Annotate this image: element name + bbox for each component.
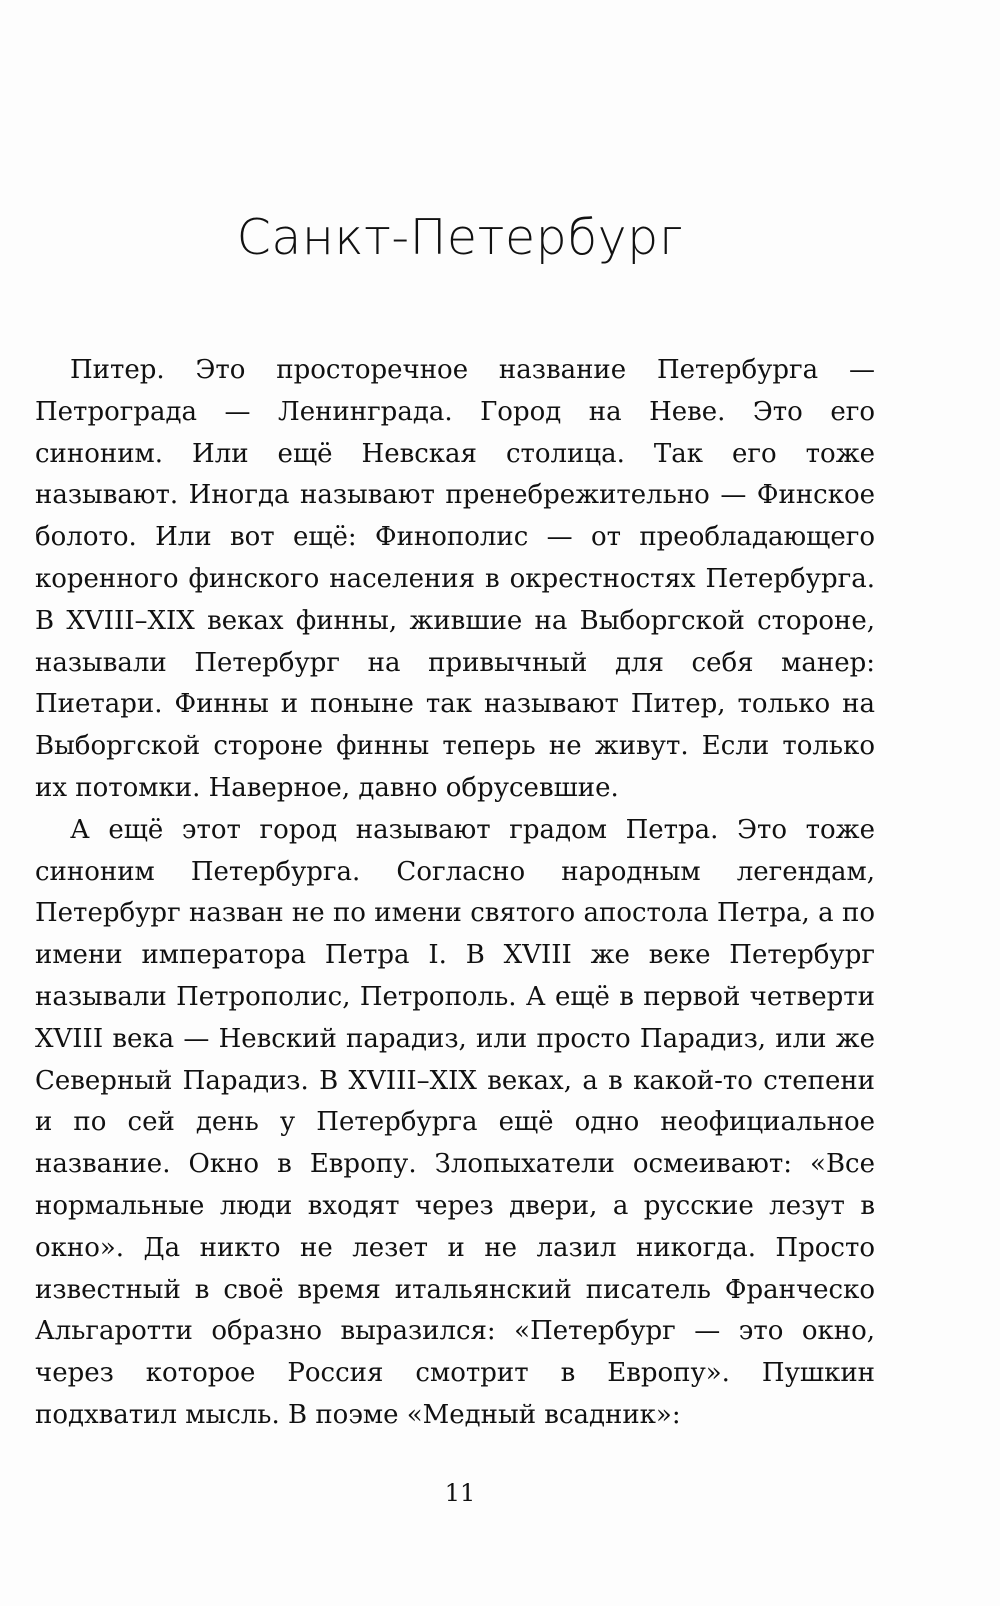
paragraph-2: А ещё этот город называют градом Петра. Это тоже синоним Петербурга. Согласно народным легендам, Петербург назван не по имени святого апостола Петра, а по имени императора Петра I. В XVIII же веке Петербург называли Петрополис, Петрополь. А ещё в первой четверти XVIII века — Невский парадиз, или просто Парадиз, или же Северный Парадиз. В XVIII–XIX веках, а в какой-то степени и по сей день у Петербурга ещё одно неофициальное название. Окно в Европу. Злопыхатели осмеивают: «Все нормальные люди входят через двери, а русские лезут в окно». Да никто не лезет и не лазил никогда. Просто известный в своё время итальянский писатель Франческо Альгаротти образно выразился: «Петербург — это окно, через которое Россия смотрит в Европу». Пушкин подхватил мысль. В поэме «Медный всадник»: <box>35 814 875 1430</box>
body-text <box>35 350 875 1437</box>
chapter-title: Санкт-Петербург <box>236 209 684 266</box>
page-number: 11 <box>444 1479 476 1507</box>
paragraph-1: Питер. Это просторечное название Петербурга — Петрограда — Ленинграда. Город на Неве. Это его синоним. Или ещё Невская столица. Так его тоже называют. Иногда называют пренебрежительно — Финское болото. Или вот ещё: Финополис — от преобладающего коренного финского населения в окрестностях Петербурга. В XVIII–XIX веках финны, жившие на Выборгской стороне, называли Петербург на привычный для себя манер: Пиетари. Финны и поныне так называют Питер, только на Выборгской стороне финны теперь не живут. Если только их потомки. Наверное, давно обрусевшие. <box>35 355 875 803</box>
